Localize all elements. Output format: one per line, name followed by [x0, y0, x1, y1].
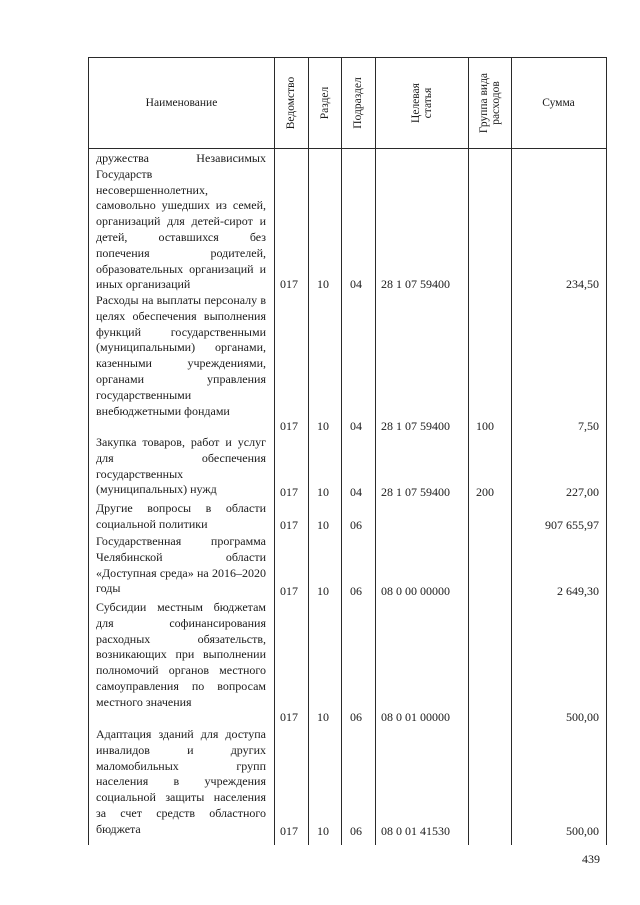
- row-summa: 227,00: [566, 485, 599, 499]
- row-podrazdel: 06: [350, 584, 362, 598]
- row-summa: 907 655,97: [545, 518, 599, 532]
- col-divider: [308, 57, 309, 845]
- header-gruppa: Группа вида расходов: [477, 72, 502, 134]
- header-divider: [88, 148, 607, 149]
- row-celevaya: 28 1 07 59400: [381, 485, 450, 499]
- header-celevaya: Целевая статья: [409, 83, 434, 123]
- header-razdel: Раздел: [318, 86, 331, 120]
- header-celevaya-cell: [375, 58, 468, 148]
- row-ved: 017: [280, 485, 298, 499]
- header-podrazdel-cell: [341, 58, 375, 148]
- row-summa: 500,00: [566, 710, 599, 724]
- row-name: Закупка товаров, работ и услуг для обеспечения государственных (муниципальных) нужд: [96, 435, 266, 497]
- row-celevaya: 08 0 01 41530: [381, 824, 450, 838]
- row-podrazdel: 04: [350, 419, 362, 433]
- col-divider: [468, 57, 469, 845]
- row-celevaya: 08 0 00 00000: [381, 584, 450, 598]
- header-podrazdel: Подраздел: [352, 77, 364, 129]
- row-name: Субсидии местным бюджетам для софинансирования расходных обязательств, возникающих при выполнении полномочий органов местного самоуправления по вопросам местного значения: [96, 600, 266, 709]
- row-ved: 017: [280, 518, 298, 532]
- header-vedomstvo: Ведомство: [285, 76, 297, 130]
- row-gruppa: 200: [476, 485, 494, 499]
- page-number: 439: [582, 852, 600, 866]
- row-gruppa: 100: [476, 419, 494, 433]
- row-summa: 2 649,30: [557, 584, 599, 598]
- row-razdel: 10: [317, 485, 329, 499]
- row-name: дружества Независимых Государств несовершеннолетних, самовольно ушедших из семей, организаций для детей-сирот и детей, оставшихся без попечения родителей, образовательных организаций и иных организаций: [96, 151, 266, 292]
- table-border-right: [606, 57, 607, 845]
- header-vedomstvo-cell: [274, 58, 308, 148]
- row-summa: 7,50: [578, 419, 599, 433]
- row-podrazdel: 04: [350, 277, 362, 291]
- header-summa: Сумма: [542, 97, 575, 109]
- row-ved: 017: [280, 584, 298, 598]
- row-name: Расходы на выплаты персоналу в целях обеспечения выполнения функций государственными (муниципальными) органами, казенными учреждениями, органами управления государственными внебюджетными фондами: [96, 293, 266, 418]
- row-podrazdel: 04: [350, 485, 362, 499]
- row-summa: 234,50: [566, 277, 599, 291]
- row-razdel: 10: [317, 584, 329, 598]
- col-divider: [511, 57, 512, 845]
- row-razdel: 10: [317, 277, 329, 291]
- row-name: Государственная программа Челябинской области «Доступная среда» на 2016–2020 годы: [96, 534, 266, 596]
- header-name: Наименование: [145, 97, 218, 109]
- row-podrazdel: 06: [350, 824, 362, 838]
- col-divider: [375, 57, 376, 845]
- budget-table: [88, 57, 607, 845]
- row-ved: 017: [280, 710, 298, 724]
- row-celevaya: 28 1 07 59400: [381, 277, 450, 291]
- row-razdel: 10: [317, 518, 329, 532]
- row-razdel: 10: [317, 824, 329, 838]
- col-divider: [274, 57, 275, 845]
- row-ved: 017: [280, 277, 298, 291]
- table-border-left: [88, 57, 89, 845]
- row-razdel: 10: [317, 419, 329, 433]
- row-name: Другие вопросы в области социальной политики: [96, 501, 266, 531]
- row-podrazdel: 06: [350, 518, 362, 532]
- row-podrazdel: 06: [350, 710, 362, 724]
- header-razdel-cell: [308, 58, 341, 148]
- row-summa: 500,00: [566, 824, 599, 838]
- row-celevaya: 28 1 07 59400: [381, 419, 450, 433]
- row-name: Адаптация зданий для доступа инвалидов и других маломобильных групп населения в учреждения социальной защиты населения за счет средств областного бюджета: [96, 727, 266, 836]
- col-divider: [341, 57, 342, 845]
- row-razdel: 10: [317, 710, 329, 724]
- row-celevaya: 08 0 01 00000: [381, 710, 450, 724]
- row-ved: 017: [280, 419, 298, 433]
- header-gruppa-cell: [468, 58, 511, 148]
- row-ved: 017: [280, 824, 298, 838]
